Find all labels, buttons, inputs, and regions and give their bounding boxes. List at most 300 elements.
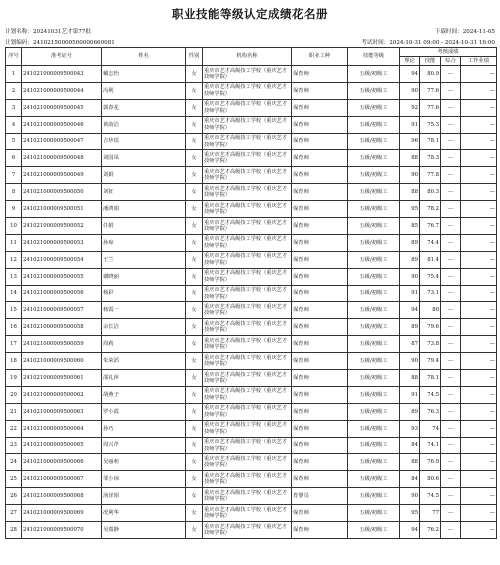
header-gender: 性别 (186, 48, 203, 66)
cell-overall: — (441, 353, 461, 370)
cell-job: 保育师 (292, 251, 348, 268)
header-org: 机构名称 (203, 48, 292, 66)
cell-level: 五级/初级工 (348, 218, 400, 235)
cell-name: 谢晓丽 (102, 268, 186, 285)
cell-org: 重庆市艺才高级技工学校（重庆艺才技师学院） (203, 454, 292, 471)
cell-overall: — (441, 201, 461, 218)
cell-seq: 4 (6, 116, 22, 133)
cell-theory: 96 (400, 133, 420, 150)
cell-overall: — (441, 251, 461, 268)
cell-seq: 27 (6, 505, 22, 522)
cell-theory: 94 (400, 522, 420, 539)
table-row (6, 268, 497, 285)
table-row (6, 437, 497, 454)
cell-skill: 79.4 (420, 353, 441, 370)
cell-org: 重庆市艺才高级技工学校（重庆艺才技师学院） (203, 437, 292, 454)
cell-org: 重庆市艺才高级技工学校（重庆艺才技师学院） (203, 420, 292, 437)
cell-work: — (461, 370, 497, 387)
table-row (6, 234, 497, 251)
cell-org: 重庆市艺才高级技工学校（重庆艺才技师学院） (203, 353, 292, 370)
cell-seq: 6 (6, 150, 22, 167)
cell-level: 五级/初级工 (348, 66, 400, 83)
cell-work: — (461, 201, 497, 218)
cell-skill: 80.3 (420, 184, 441, 201)
cell-seq: 11 (6, 234, 22, 251)
cell-org: 重庆市艺才高级技工学校（重庆艺才技师学院） (203, 319, 292, 336)
cell-skill: 81.4 (420, 251, 441, 268)
cell-gender: 女 (186, 319, 203, 336)
table-row (6, 116, 497, 133)
cell-seq: 2 (6, 82, 22, 99)
cell-theory: 90 (400, 167, 420, 184)
cell-seq: 25 (6, 471, 22, 488)
cell-level: 五级/初级工 (348, 268, 400, 285)
cell-job: 保育师 (292, 268, 348, 285)
cell-seq: 16 (6, 319, 22, 336)
cell-theory: 92 (400, 99, 420, 116)
cell-level: 五级/初级工 (348, 488, 400, 505)
cell-work: — (461, 522, 497, 539)
plan-code: 计划编码：24102150000500000660081 (5, 40, 115, 46)
cell-seq: 20 (6, 386, 22, 403)
cell-overall: — (441, 370, 461, 387)
cell-overall: — (441, 454, 461, 471)
cell-gender: 女 (186, 234, 203, 251)
cell-theory: 84 (400, 437, 420, 454)
cell-org: 重庆市艺才高级技工学校（重庆艺才技师学院） (203, 488, 292, 505)
cell-skill: 76.2 (420, 522, 441, 539)
cell-org: 重庆市艺才高级技工学校（重庆艺才技师学院） (203, 133, 292, 150)
table-row (6, 184, 497, 201)
cell-name: 余长洁 (102, 319, 186, 336)
cell-work: — (461, 488, 497, 505)
cell-gender: 女 (186, 353, 203, 370)
cell-theory: 95 (400, 201, 420, 218)
cell-skill: 75.3 (420, 116, 441, 133)
cell-overall: — (441, 437, 461, 454)
cell-name: 戴志怡 (102, 66, 186, 83)
cell-org: 重庆市艺才高级技工学校（重庆艺才技师学院） (203, 150, 292, 167)
cell-level: 五级/初级工 (348, 99, 400, 116)
cell-org: 重庆市艺才高级技工学校（重庆艺才技师学院） (203, 99, 292, 116)
cell-gender: 女 (186, 99, 203, 116)
cell-overall: — (441, 268, 461, 285)
cell-skill: 77.6 (420, 82, 441, 99)
cell-job: 保育师 (292, 116, 348, 133)
table-row (6, 403, 497, 420)
cell-theory: 90 (400, 82, 420, 99)
table-row (6, 370, 497, 387)
cell-skill: 78.1 (420, 133, 441, 150)
cell-level: 五级/初级工 (348, 251, 400, 268)
cell-name: 黄韵洁 (102, 116, 186, 133)
table-row (6, 302, 497, 319)
cell-theory: 90 (400, 268, 420, 285)
cell-cert: 241021000009500049 (22, 167, 102, 184)
cell-theory: 88 (400, 370, 420, 387)
header-name: 姓名 (102, 48, 186, 66)
cell-org: 重庆市艺才高级技工学校（重庆艺才技师学院） (203, 471, 292, 488)
cell-work: — (461, 336, 497, 353)
cell-gender: 女 (186, 268, 203, 285)
cell-level: 五级/初级工 (348, 420, 400, 437)
cell-theory: 94 (400, 66, 420, 83)
table-row (6, 251, 497, 268)
cell-cert: 241021000009500055 (22, 268, 102, 285)
cell-skill: 80.9 (420, 66, 441, 83)
cell-level: 五级/初级工 (348, 184, 400, 201)
cell-job: 保育师 (292, 505, 348, 522)
cell-org: 重庆市艺才高级技工学校（重庆艺才技师学院） (203, 218, 292, 235)
cell-job: 保育师 (292, 302, 348, 319)
cell-job: 保育师 (292, 133, 348, 150)
cell-cert: 241021000009500058 (22, 319, 102, 336)
cell-cert: 241021000009500063 (22, 403, 102, 420)
cell-overall: — (441, 133, 461, 150)
cell-overall: — (441, 66, 461, 83)
cell-cert: 241021000009500046 (22, 116, 102, 133)
cell-org: 重庆市艺才高级技工学校（重庆艺才技师学院） (203, 66, 292, 83)
cell-skill: 73.1 (420, 285, 441, 302)
cell-job: 保育师 (292, 336, 348, 353)
cell-work: — (461, 319, 497, 336)
table-row (6, 336, 497, 353)
cell-job: 育婴员 (292, 488, 348, 505)
cell-gender: 女 (186, 82, 203, 99)
cell-org: 重庆市艺才高级技工学校（重庆艺才技师学院） (203, 302, 292, 319)
table-row (6, 99, 497, 116)
cell-job: 保育师 (292, 99, 348, 116)
cell-skill: 77.8 (420, 167, 441, 184)
cell-name: 汤泽娟 (102, 488, 186, 505)
cell-name: 孙琼 (102, 234, 186, 251)
cell-overall: — (441, 488, 461, 505)
cell-gender: 女 (186, 522, 203, 539)
cell-level: 五级/初级工 (348, 319, 400, 336)
cell-work: — (461, 285, 497, 302)
cell-work: — (461, 218, 497, 235)
cell-level: 五级/初级工 (348, 201, 400, 218)
header-theory: 理论 (400, 57, 420, 66)
header-work: 工作业绩 (461, 57, 497, 66)
table-row (6, 522, 497, 539)
cell-name: 邵礼萍 (102, 370, 186, 387)
cell-cert: 241021000009500050 (22, 184, 102, 201)
cell-work: — (461, 234, 497, 251)
cell-work: — (461, 268, 497, 285)
cell-skill: 76.9 (420, 454, 441, 471)
cell-gender: 女 (186, 116, 203, 133)
cell-org: 重庆市艺才高级技工学校（重庆艺才技师学院） (203, 82, 292, 99)
table-row (6, 454, 497, 471)
cell-name: 杨霞一 (102, 302, 186, 319)
header-job: 职业工种 (292, 48, 348, 66)
cell-level: 五级/初级工 (348, 522, 400, 539)
cell-overall: — (441, 319, 461, 336)
cell-name: 刘娟 (102, 167, 186, 184)
cell-overall: — (441, 302, 461, 319)
header-level: 技能等级 (348, 48, 400, 66)
cell-job: 保育师 (292, 420, 348, 437)
cell-level: 五级/初级工 (348, 437, 400, 454)
cell-job: 保育师 (292, 66, 348, 83)
cell-theory: 91 (400, 285, 420, 302)
cell-overall: — (441, 336, 461, 353)
cell-theory: 89 (400, 403, 420, 420)
cell-gender: 女 (186, 66, 203, 83)
cell-org: 重庆市艺才高级技工学校（重庆艺才技师学院） (203, 116, 292, 133)
cell-gender: 女 (186, 505, 203, 522)
cell-work: — (461, 505, 497, 522)
cell-name: 刘国凤 (102, 150, 186, 167)
table-row (6, 505, 497, 522)
cell-job: 保育师 (292, 353, 348, 370)
cell-org: 重庆市艺才高级技工学校（重庆艺才技师学院） (203, 336, 292, 353)
cell-gender: 女 (186, 386, 203, 403)
cell-level: 五级/初级工 (348, 167, 400, 184)
cell-cert: 241021000009500045 (22, 99, 102, 116)
cell-level: 五级/初级工 (348, 370, 400, 387)
cell-name: 任娟 (102, 218, 186, 235)
header-overall: 综合 (441, 57, 461, 66)
cell-seq: 23 (6, 437, 22, 454)
cell-seq: 22 (6, 420, 22, 437)
cell-seq: 13 (6, 268, 22, 285)
cell-theory: 84 (400, 471, 420, 488)
cell-work: — (461, 437, 497, 454)
score-table (5, 47, 497, 539)
cell-cert: 241021000009500066 (22, 454, 102, 471)
cell-name: 吴瑞静 (102, 522, 186, 539)
meta-row-1 (5, 27, 495, 35)
cell-overall: — (441, 403, 461, 420)
cell-cert: 241021000009500070 (22, 522, 102, 539)
cell-job: 保育师 (292, 522, 348, 539)
cell-job: 保育师 (292, 454, 348, 471)
cell-overall: — (441, 82, 461, 99)
cell-cert: 241021000009500062 (22, 386, 102, 403)
cell-cert: 241021000009500053 (22, 234, 102, 251)
cell-theory: 93 (400, 420, 420, 437)
cell-cert: 241021000009500043 (22, 66, 102, 83)
cell-work: — (461, 133, 497, 150)
cell-name: 况利华 (102, 505, 186, 522)
cell-work: — (461, 302, 497, 319)
header-seq: 序号 (6, 48, 22, 66)
cell-gender: 女 (186, 370, 203, 387)
cell-seq: 9 (6, 201, 22, 218)
cell-level: 五级/初级工 (348, 82, 400, 99)
cell-overall: — (441, 505, 461, 522)
table-row (6, 420, 497, 437)
cell-job: 保育师 (292, 82, 348, 99)
cell-seq: 18 (6, 353, 22, 370)
cell-job: 保育师 (292, 218, 348, 235)
cell-theory: 85 (400, 218, 420, 235)
cell-org: 重庆市艺才高级技工学校（重庆艺才技师学院） (203, 234, 292, 251)
cell-name: 刘征 (102, 184, 186, 201)
table-row (6, 133, 497, 150)
cell-theory: 88 (400, 184, 420, 201)
cell-skill: 77.6 (420, 99, 441, 116)
cell-theory: 88 (400, 454, 420, 471)
table-row (6, 319, 497, 336)
cell-level: 五级/初级工 (348, 302, 400, 319)
cell-theory: 89 (400, 234, 420, 251)
cell-work: — (461, 184, 497, 201)
table-row (6, 218, 497, 235)
table-row (6, 167, 497, 184)
cell-cert: 241021000009500054 (22, 251, 102, 268)
cell-skill: 78.3 (420, 150, 441, 167)
cell-level: 五级/初级工 (348, 386, 400, 403)
cell-work: — (461, 353, 497, 370)
cell-seq: 8 (6, 184, 22, 201)
document-title: 职业技能等级认定成绩花名册 (172, 7, 328, 21)
cell-skill: 76.7 (420, 218, 441, 235)
cell-name: 周兴芹 (102, 437, 186, 454)
cell-job: 保育师 (292, 403, 348, 420)
cell-cert: 241021000009500047 (22, 133, 102, 150)
cell-theory: 89 (400, 319, 420, 336)
cell-skill: 80 (420, 302, 441, 319)
cell-name: 孙巧 (102, 420, 186, 437)
table-row (6, 353, 497, 370)
cell-org: 重庆市艺才高级技工学校（重庆艺才技师学院） (203, 285, 292, 302)
cell-org: 重庆市艺才高级技工学校（重庆艺才技师学院） (203, 268, 292, 285)
cell-level: 五级/初级工 (348, 150, 400, 167)
cell-overall: — (441, 386, 461, 403)
table-row (6, 150, 497, 167)
cell-name: 吴丽莉 (102, 454, 186, 471)
cell-theory: 90 (400, 488, 420, 505)
cell-work: — (461, 386, 497, 403)
cell-job: 保育师 (292, 386, 348, 403)
cell-org: 重庆市艺才高级技工学校（重庆艺才技师学院） (203, 386, 292, 403)
cell-seq: 17 (6, 336, 22, 353)
cell-work: — (461, 116, 497, 133)
cell-seq: 19 (6, 370, 22, 387)
cell-work: — (461, 454, 497, 471)
cell-gender: 女 (186, 437, 203, 454)
cell-theory: 87 (400, 336, 420, 353)
cell-cert: 241021000009500056 (22, 285, 102, 302)
cell-skill: 78.2 (420, 201, 441, 218)
cell-name: 冯利 (102, 82, 186, 99)
cell-name: 吉珍瑶 (102, 133, 186, 150)
cell-level: 五级/初级工 (348, 133, 400, 150)
cell-seq: 15 (6, 302, 22, 319)
cell-cert: 241021000009500069 (22, 505, 102, 522)
cell-overall: — (441, 471, 461, 488)
cell-org: 重庆市艺才高级技工学校（重庆艺才技师学院） (203, 201, 292, 218)
cell-job: 保育师 (292, 234, 348, 251)
cell-gender: 女 (186, 454, 203, 471)
cell-level: 五级/初级工 (348, 471, 400, 488)
cell-org: 重庆市艺才高级技工学校（重庆艺才技师学院） (203, 251, 292, 268)
table-row (6, 386, 497, 403)
cell-seq: 10 (6, 218, 22, 235)
cell-level: 五级/初级工 (348, 454, 400, 471)
cell-work: — (461, 420, 497, 437)
table-body (6, 66, 497, 539)
cell-org: 重庆市艺才高级技工学校（重庆艺才技师学院） (203, 167, 292, 184)
cell-job: 保育师 (292, 471, 348, 488)
cell-overall: — (441, 218, 461, 235)
cell-level: 五级/初级工 (348, 353, 400, 370)
cell-work: — (461, 251, 497, 268)
cell-work: — (461, 403, 497, 420)
cell-skill: 77 (420, 505, 441, 522)
cell-level: 五级/初级工 (348, 116, 400, 133)
exam-time: 考试时间：2024-10-31 09:00 - 2024-10-31 16:00 (361, 40, 495, 46)
cell-cert: 241021000009500061 (22, 370, 102, 387)
cell-gender: 女 (186, 403, 203, 420)
cell-org: 重庆市艺才高级技工学校（重庆艺才技师学院） (203, 403, 292, 420)
cell-overall: — (441, 184, 461, 201)
cell-theory: 91 (400, 386, 420, 403)
cell-name: 周莉 (102, 336, 186, 353)
cell-cert: 241021000009500044 (22, 82, 102, 99)
cell-name: 罗小霞 (102, 403, 186, 420)
cell-name: 潘鸿娟 (102, 201, 186, 218)
cell-overall: — (441, 285, 461, 302)
cell-cert: 241021000009500065 (22, 437, 102, 454)
cell-gender: 女 (186, 167, 203, 184)
table-row (6, 201, 497, 218)
cell-job: 保育师 (292, 167, 348, 184)
table-row (6, 66, 497, 83)
cell-work: — (461, 150, 497, 167)
cell-work: — (461, 167, 497, 184)
cell-skill: 76.3 (420, 403, 441, 420)
cell-org: 重庆市艺才高级技工学校（重庆艺才技师学院） (203, 505, 292, 522)
cell-cert: 241021000009500067 (22, 471, 102, 488)
cell-gender: 女 (186, 302, 203, 319)
cell-cert: 241021000009500060 (22, 353, 102, 370)
cell-theory: 88 (400, 150, 420, 167)
cell-work: — (461, 471, 497, 488)
cell-cert: 241021000009500059 (22, 336, 102, 353)
cell-level: 五级/初级工 (348, 285, 400, 302)
cell-skill: 80.6 (420, 471, 441, 488)
cell-overall: — (441, 150, 461, 167)
table-row (6, 488, 497, 505)
cell-seq: 26 (6, 488, 22, 505)
cell-gender: 女 (186, 251, 203, 268)
cell-theory: 94 (400, 302, 420, 319)
cell-work: — (461, 99, 497, 116)
plan-name: 计划名称：20241031艺才第77批 (5, 29, 91, 35)
cell-cert: 241021000009500052 (22, 218, 102, 235)
cell-name: 王兰 (102, 251, 186, 268)
cell-cert: 241021000009500048 (22, 150, 102, 167)
cell-cert: 241021000009500068 (22, 488, 102, 505)
cell-org: 重庆市艺才高级技工学校（重庆艺才技师学院） (203, 370, 292, 387)
cell-org: 重庆市艺才高级技工学校（重庆艺才技师学院） (203, 184, 292, 201)
cell-seq: 21 (6, 403, 22, 420)
cell-seq: 1 (6, 66, 22, 83)
cell-gender: 女 (186, 184, 203, 201)
cell-job: 保育师 (292, 437, 348, 454)
cell-level: 五级/初级工 (348, 505, 400, 522)
cell-seq: 12 (6, 251, 22, 268)
cell-gender: 女 (186, 420, 203, 437)
cell-level: 五级/初级工 (348, 403, 400, 420)
cell-cert: 241021000009500064 (22, 420, 102, 437)
header-score-group: 考核成绩 (400, 48, 497, 57)
cell-gender: 女 (186, 218, 203, 235)
